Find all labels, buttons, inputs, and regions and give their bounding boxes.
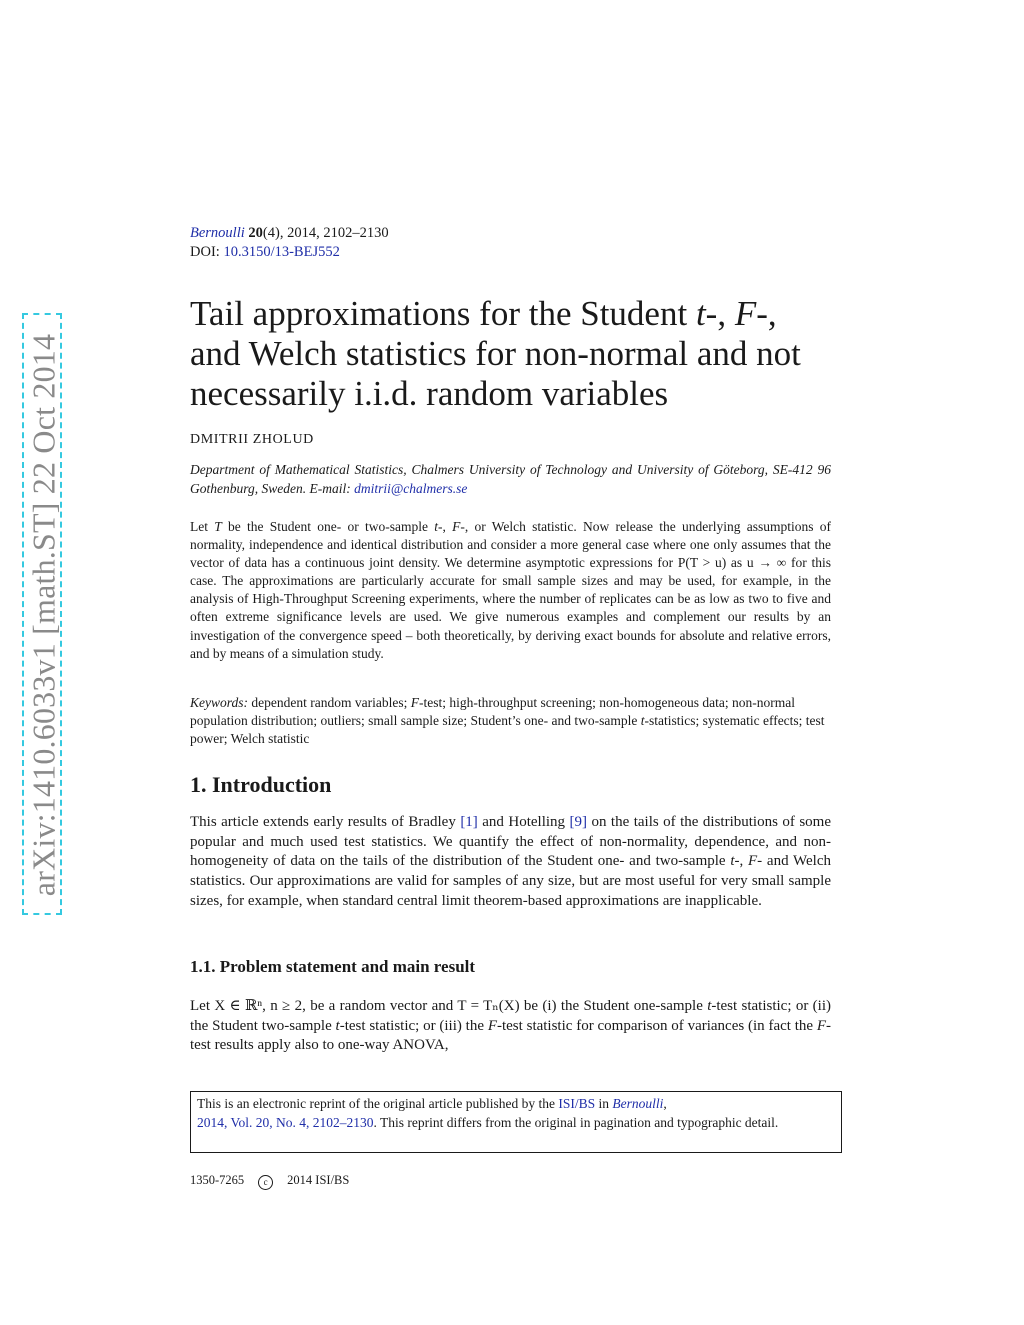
footer-issn-copyright — [190, 1173, 349, 1190]
problem-T-expression: T = Tₙ(X) — [457, 998, 520, 1014]
problem-text: be a random vector and — [305, 998, 458, 1014]
author-name: DMITRII ZHOLUD — [190, 432, 314, 447]
arxiv-stamp: arXiv:1410.6033v1 [math.ST] 22 Oct 2014 — [25, 333, 62, 897]
problem-text: -test statistic; or (ii) the Student two-sample — [190, 998, 831, 1034]
keywords-label: Keywords: — [190, 695, 248, 710]
reprint-citation-link[interactable]: 2014, Vol. 20, No. 4, 2102–2130 — [197, 1114, 374, 1130]
journal-citation-rest: (4), 2014, 2102–2130 — [262, 225, 389, 241]
abstract-text: Let — [190, 519, 215, 534]
affiliation-text: Department of Mathematical Statistics, Chalmers University of Technology and University of Göteborg, SE-412 96 Gothenburg, Sweden. E-mail: — [190, 462, 831, 496]
abstract-text: -, or Welch statistic. Now release the underlying assumptions of normality, independence and identical distribution and consider a more general case where one only assumes that the vector of data has a continuous joint density. We determine asymptotic expressions for — [190, 519, 831, 571]
subsection-heading-problem-statement: 1.1. Problem statement and main result — [190, 957, 476, 976]
problem-F-symbol: F — [487, 1017, 497, 1034]
reprint-notice-box — [190, 1091, 842, 1153]
reprint-text: , — [663, 1096, 667, 1111]
journal-name-link[interactable]: Bernoulli — [190, 225, 245, 241]
keywords-text: -test; high-throughput screening; non-homogeneous data; non-normal population distribution; outliers; small sample size; Student’s one- and two-sample — [190, 695, 795, 729]
issn-number: 1350-7265 — [190, 1173, 245, 1187]
keywords-text: -statistics; systematic effects; test power; Welch statistic — [190, 713, 825, 747]
abstract-text: be the Student one- or two-sample — [221, 519, 435, 534]
problem-statement-paragraph — [190, 997, 831, 1056]
title-line1-part: Tail approximations for the Student — [190, 294, 696, 333]
doi-label: DOI: — [190, 244, 220, 260]
email-link[interactable]: dmitrii@chalmers.se — [354, 481, 468, 496]
journal-volume: 20 — [248, 225, 263, 241]
journal-citation — [190, 224, 831, 262]
abstract-text: -, — [438, 519, 453, 534]
intro-F-symbol: F — [748, 853, 758, 870]
problem-text: -test statistic; or (iii) the — [339, 1017, 488, 1034]
arxiv-stamp-frame — [22, 313, 62, 915]
title-F-symbol: F — [734, 294, 757, 333]
abstract — [190, 518, 831, 663]
citation-link-9[interactable]: [9] — [569, 814, 588, 830]
abstract-T-symbol: T — [214, 519, 222, 534]
reprint-text: . This reprint differs from the original in pagination and typographic detail. — [373, 1114, 779, 1130]
copyright-text: 2014 ISI/BS — [287, 1173, 350, 1187]
intro-text: on the tails of the distributions of some popular and much used test statistics. We quantify the effect of non-normality, dependence, and non-homogeneity of data on the tails of the distribution of the Student one- and two-sample — [190, 814, 832, 870]
intro-text: and Hotelling — [477, 814, 570, 830]
abstract-text: for this case. The approximations are particularly accurate for small sample sizes and may be used, for example, in the analysis of High-Throughput Screening experiments, where the number of replicates can be as low as two to five and often extreme significance levels are used. We give numerous examples and complement our results by an investigation of the convergence speed – both theoretically, by deriving exact bounds for absolute and relative errors, and by means of a simulation study. — [190, 555, 831, 661]
title-line2: and Welch statistics for non-normal and not — [190, 334, 801, 373]
reprint-text: This is an electronic reprint of the original article published by the — [197, 1096, 559, 1111]
keywords-text: dependent random variables; — [248, 695, 411, 710]
intro-t-symbol: t — [730, 853, 735, 870]
intro-text: This article extends early results of Bradley — [190, 814, 461, 830]
citation-link-1[interactable]: [1] — [460, 814, 478, 830]
author-affiliation — [190, 460, 831, 498]
problem-t-symbol: t — [335, 1017, 340, 1034]
problem-text: Let — [190, 998, 215, 1014]
title-t-symbol: t — [695, 294, 706, 333]
problem-F-symbol: F — [816, 1017, 827, 1034]
problem-text: be (i) the Student one-sample — [519, 998, 708, 1014]
abstract-t-symbol: t — [434, 519, 438, 534]
title-line1-part: -, — [705, 294, 735, 333]
paper-title — [190, 294, 831, 414]
intro-text: - and Welch statistics. Our approximations are valid for samples of any size, but are most useful for very small sample sizes, for example, when standard central limit theorem-based approximations are inapplicable. — [190, 853, 831, 909]
abstract-F-symbol: F — [452, 519, 461, 534]
problem-t-symbol: t — [707, 998, 712, 1014]
intro-text: -, — [734, 853, 748, 870]
problem-text: -test results apply also to one-way ANOVA, — [190, 1017, 832, 1054]
reprint-text: in — [595, 1096, 613, 1111]
introduction-paragraph — [190, 813, 831, 912]
keywords-F-symbol: F — [410, 695, 419, 710]
title-line3: necessarily i.i.d. random variables — [190, 374, 669, 413]
copyright-icon: c — [258, 1175, 273, 1190]
bernoulli-link[interactable]: Bernoulli — [612, 1096, 664, 1111]
title-line1-part: -, — [756, 294, 777, 333]
isibs-link[interactable]: ISI/BS — [558, 1096, 596, 1111]
doi-link[interactable]: 10.3150/13-BEJ552 — [223, 244, 340, 260]
section-heading-introduction: 1. Introduction — [190, 772, 332, 797]
problem-X-expression: X ∈ ℝⁿ, n ≥ 2, — [214, 998, 306, 1014]
problem-text: -test statistic for comparison of variances (in fact the — [496, 1017, 817, 1034]
keywords-t-symbol: t — [640, 713, 645, 729]
abstract-probability-expression: P(T > u) as u → ∞ — [677, 555, 787, 571]
keywords — [190, 694, 831, 748]
